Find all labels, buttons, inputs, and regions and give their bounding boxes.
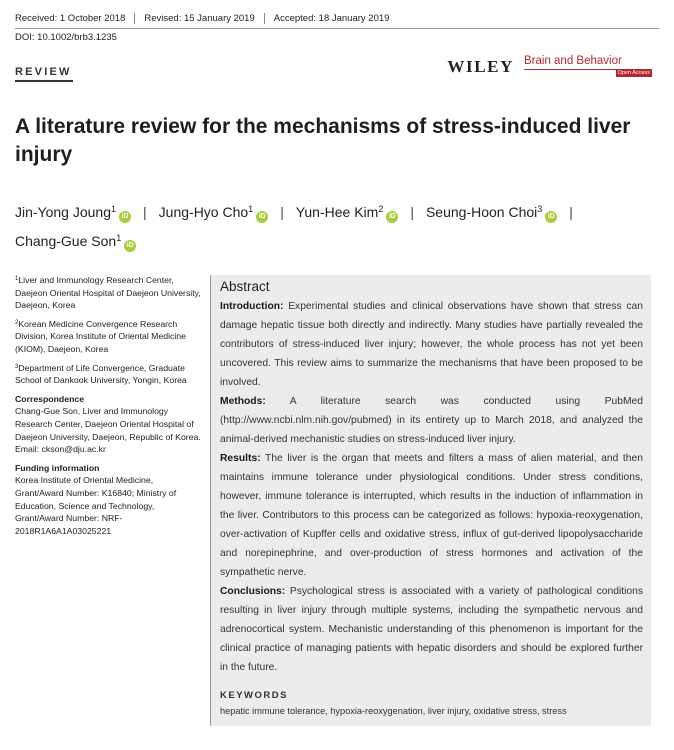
accepted-date: Accepted: 18 January 2019 — [273, 13, 390, 24]
correspondence-text: Chang-Gue Son, Liver and Immunology Research Center, Daejeon Oriental Hospital of Daejeon University, Daejeon, Republic of Korea. — [15, 406, 201, 442]
author-affiliation: 1 — [248, 204, 254, 214]
doi[interactable]: DOI: 10.1002/brb3.1235 — [15, 32, 117, 43]
received-date: Received: 1 October 2018 — [15, 13, 126, 24]
funding-heading: Funding information — [15, 462, 100, 473]
section-text: The liver is the organ that meets and filters a mass of alien material, and then maintains immune tolerance under physiological conditions. Under stress conditions, however, immune tolerance is interrupted, which results in the induction of inflammation in the liver. Contributors to this process can be categorized as follows: hypoxia-reoxygenation, over-activation of Kupffer cells and oxidative stress, influx of gut-derived lipopolysaccharide and norepinephrine, and over-production of stress hormones and activation of the sympathetic nerve. — [220, 453, 643, 578]
keywords-heading: KEYWORDS — [220, 690, 288, 701]
section-label: Introduction: — [220, 301, 284, 312]
publisher-logo[interactable]: WILEY — [447, 57, 514, 76]
author[interactable] — [15, 196, 131, 225]
affiliation-text: Liver and Immunology Research Center, Daejeon Oriental Hospital of Daejeon University, Daejeon, Korea — [15, 275, 201, 311]
affiliation — [15, 361, 203, 387]
orcid-icon[interactable]: iD — [386, 211, 398, 223]
author-affiliation: 2 — [378, 204, 384, 214]
abstract-conclusions — [220, 582, 643, 677]
author-name: Yun-Hee Kim — [295, 204, 379, 220]
orcid-icon[interactable]: iD — [545, 211, 557, 223]
section-text: Experimental studies and clinical observations have shown that stress can damage hepatic tissue both directly and indirectly. Many studies have partially revealed the contributors of stress-induced liver injury; however, the whole process has not yet been uncovered. This review aims to summarize the mechanisms that have been proposed to be involved. — [220, 301, 643, 388]
affiliation-text: Department of Life Convergence, Graduate School of Dankook University, Yongin, Korea — [15, 362, 187, 386]
author-affiliation: 1 — [111, 204, 117, 214]
abstract-box — [210, 275, 651, 726]
author-name: Seung-Hoon Choi — [425, 204, 538, 220]
date-separator — [264, 13, 265, 24]
section-label: Conclusions: — [220, 586, 286, 597]
abstract-methods — [220, 392, 643, 449]
publication-dates — [15, 13, 389, 24]
author[interactable] — [15, 225, 136, 254]
section-label-underline — [15, 80, 73, 82]
author-separator: | — [280, 204, 284, 220]
abstract-results — [220, 449, 643, 582]
affiliation-number: 1 — [15, 276, 19, 282]
author-separator: | — [410, 204, 414, 220]
author-affiliation: 1 — [116, 233, 122, 243]
correspondence-heading: Correspondence — [15, 393, 85, 404]
affiliation — [15, 317, 203, 356]
journal-rule — [524, 69, 652, 76]
section-text: Psychological stress is associated with a variety of pathological conditions resulting in liver injury through multiple systems, including the sympathetic nervous and adrenocortical system. Mechanistic understanding of this phenomenon is important for the clinical practice of managing patients with hepatic disorders and should be explored further in the future. — [220, 586, 643, 673]
author-name: Chang-Gue Son — [15, 233, 117, 249]
affiliation-number: 3 — [15, 363, 19, 370]
article-title: A literature review for the mechanisms of stress-induced liver injury — [15, 115, 631, 166]
abstract-introduction — [220, 297, 643, 392]
journal-name: Brain and Behavior — [524, 55, 622, 67]
funding-text: Korea Institute of Oriental Medicine, Grant/Award Number: K16840; Ministry of Education, Science and Technology, Grant/Award Number: NRF-2018R1A6A1A03025221 — [15, 475, 177, 536]
author[interactable] — [426, 196, 557, 225]
date-separator — [134, 13, 135, 24]
author-name: Jin-Yong Joung — [15, 204, 112, 220]
author-list — [15, 196, 655, 254]
affiliation-number: 2 — [15, 319, 19, 326]
abstract-heading: Abstract — [220, 279, 270, 294]
author-affiliation: 3 — [537, 204, 543, 214]
keywords-list: hepatic immune tolerance, hypoxia-reoxygenation, liver injury, oxidative stress, stress — [220, 706, 567, 716]
orcid-icon[interactable]: iD — [119, 211, 131, 223]
affiliation — [15, 273, 203, 312]
orcid-icon[interactable]: iD — [256, 211, 268, 223]
author-separator: | — [143, 204, 147, 220]
author-name: Jung-Hyo Cho — [158, 204, 249, 220]
affiliation-text: Korean Medicine Convergence Research Division, Korea Institute of Oriental Medicine (KIOM), Daejeon, Korea — [15, 318, 186, 354]
orcid-icon[interactable]: iD — [124, 240, 136, 252]
section-text: A literature search was conducted using PubMed (http://www.ncbi.nlm.nih.gov/pubmed) in its entirety up to March 2018, and analyzed the animal-derived mechanistic studies on stress-induced liver injury. — [220, 396, 643, 445]
header-rule — [15, 28, 659, 29]
section-label: Methods: — [220, 396, 266, 407]
open-access-badge: Open Access — [617, 70, 650, 76]
journal-logo[interactable] — [524, 55, 652, 76]
author[interactable] — [159, 196, 269, 225]
correspondence-email[interactable]: Email: ckson@dju.ac.kr — [15, 444, 106, 455]
journal-brand — [447, 55, 652, 77]
author-separator: | — [569, 204, 573, 220]
author[interactable] — [296, 196, 399, 225]
revised-date: Revised: 15 January 2019 — [144, 13, 255, 24]
section-label: REVIEW — [15, 66, 72, 78]
section-label: Results: — [220, 453, 261, 464]
article-info-sidebar — [15, 273, 203, 537]
